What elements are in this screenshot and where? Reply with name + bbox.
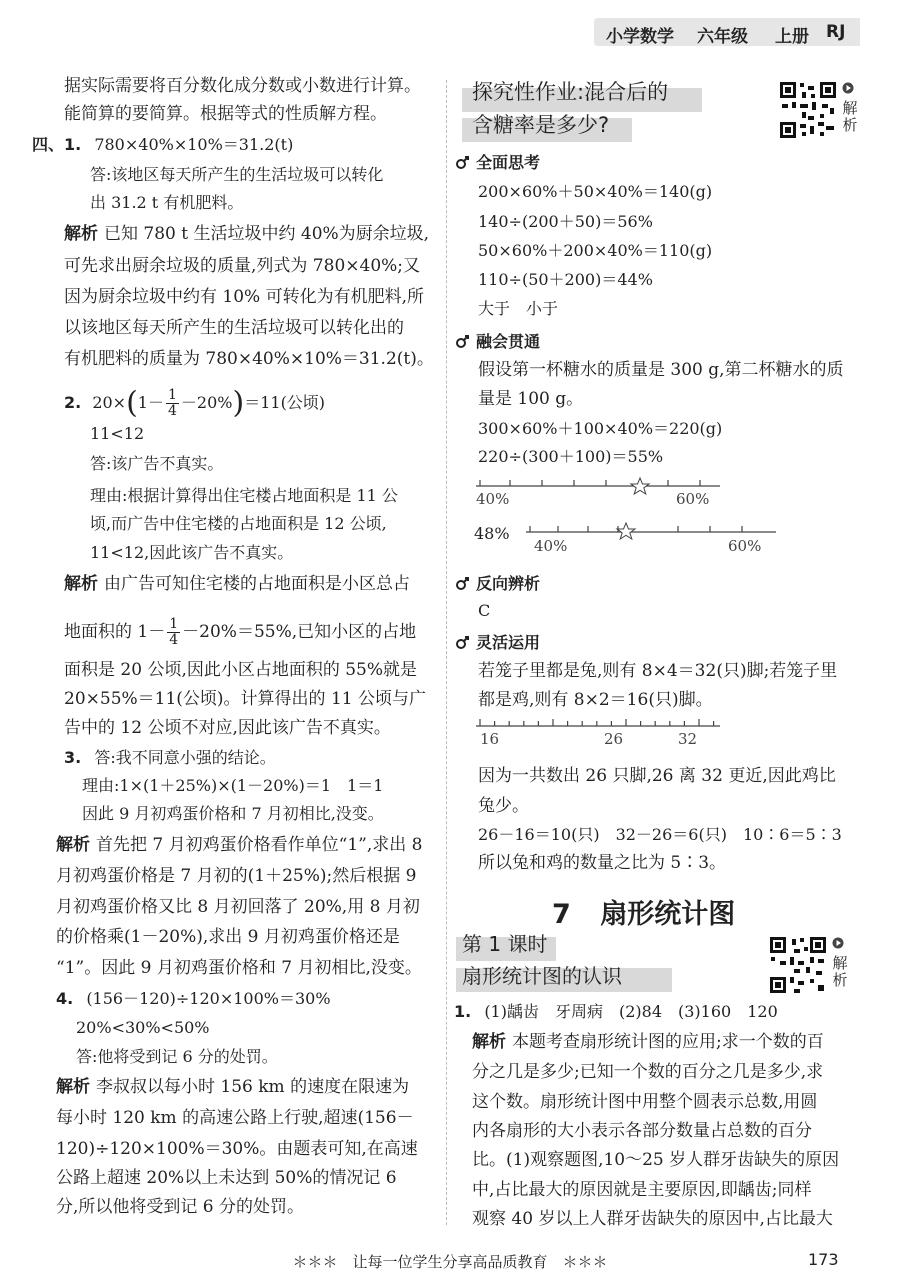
fraction [166, 388, 179, 419]
section-bullet-icon [456, 635, 470, 649]
chapter-title: 扇形统计图 [600, 899, 736, 930]
section-title [456, 630, 540, 653]
q2-line: 11<12,因此该广告不真实。 [90, 543, 294, 562]
analysis-line: 的价格乘(1－20%),求出 9 月初鸡蛋价格还是 [56, 927, 400, 947]
analysis-line: 月初鸡蛋价格是 7 月初的(1＋25%);然后根据 9 [56, 866, 417, 886]
line-label-a: 16 [480, 730, 500, 748]
calc-line: 300×60%＋100×40%＝220(g) [478, 419, 723, 438]
analysis-line: 本题考查扇形统计图的应用;求一个数的百 [512, 1032, 824, 1052]
line-label-right: 60% [728, 537, 762, 554]
section-title-text: 融会贯通 [476, 332, 541, 351]
section-bullet-icon [456, 334, 470, 348]
page-number: 173 [808, 1250, 839, 1269]
calc-line: 量是 100 g。 [478, 389, 584, 409]
header-volume: 上册 [775, 27, 809, 47]
section-title-text: 全面思考 [476, 153, 541, 172]
analysis-label: 解析 [56, 1077, 90, 1097]
q2-eq-mid-b: －20% [180, 393, 233, 412]
analysis-label: 解析 [472, 1032, 506, 1052]
analysis-line: 内各扇形的大小表示各部分数量占总数的百分 [472, 1121, 812, 1141]
analysis-line: 告中的 12 公顷不对应,因此该广告不真实。 [64, 718, 391, 738]
explore-title-line: 含糖率是多少? [472, 113, 610, 137]
number-line-1 [470, 474, 730, 508]
analysis-label: 解析 [64, 574, 98, 594]
calc-line: 大于 小于 [478, 299, 559, 318]
qr-label: 解析 [842, 99, 858, 134]
analysis-line: 120)÷120×100%＝30%。由题表可知,在高速 [56, 1139, 418, 1159]
p1-answer: (1)龋齿 牙周病 (2)84 (3)160 120 [484, 1002, 778, 1021]
answer-line: 答:该地区每天所产生的生活垃圾可以转化 [90, 165, 384, 184]
line-label-left: 40% [476, 490, 510, 508]
fraction [167, 617, 180, 648]
fraction-denominator: 4 [167, 403, 177, 419]
analysis-line: 由广告可知住宅楼的占地面积是小区总占 [104, 574, 410, 594]
analysis-label: 解析 [64, 224, 98, 244]
calc-line: 因为一共数出 26 只脚,26 离 32 更近,因此鸡比 [478, 766, 836, 786]
text-line: 据实际需要将百分数化成分数或小数进行计算。 [64, 76, 421, 96]
section-title-text: 反向辨析 [476, 574, 541, 593]
calc-line: 26－16＝10(只) 32－26＝6(只) 10∶6＝5∶3 [478, 825, 842, 844]
calc-line: 200×60%＋50×40%＝140(g) [478, 182, 713, 201]
footer-slogan: ＊＊＊ 让每一位学生分享高品质教育 ＊＊＊ [292, 1253, 608, 1271]
q4-label: 四、1. [32, 135, 82, 154]
analysis-line: 以该地区每天所产生的生活垃圾可以转化出的 [64, 318, 404, 338]
q2-label: 2. [64, 393, 82, 412]
chapter-number: 7 [552, 899, 571, 930]
section-bullet-icon [456, 155, 470, 169]
q4b-label: 4. [56, 989, 74, 1008]
play-icon [842, 82, 854, 94]
lesson-title: 扇形统计图的认识 [462, 964, 622, 988]
fraction-numerator: 1 [169, 616, 179, 632]
analysis-line: 分之几是多少;已知一个数的百分之几是多少,求 [472, 1062, 824, 1082]
analysis-line: 观察 40 岁以上人群牙齿缺失的原因中,占比最大 [472, 1209, 833, 1229]
calc-line: 兔少。 [478, 796, 529, 816]
play-icon [832, 937, 844, 949]
section-title [456, 329, 540, 352]
calc-line: 都是鸡,则有 8×2＝16(只)脚。 [478, 690, 713, 710]
q2-eq-post: ＝11(公顷) [244, 393, 326, 412]
right-paren: ) [232, 385, 245, 421]
explore-title-line: 探究性作业:混合后的 [472, 80, 669, 104]
analysis-line: 分,所以他将受到记 6 分的处罚。 [56, 1197, 305, 1217]
q2-line: 答:该广告不真实。 [90, 454, 224, 473]
q2-line: 理由:根据计算得出住宅楼占地面积是 11 公 [90, 486, 398, 505]
analysis-line: 20×55%＝11(公顷)。计算得出的 11 公顷与广 [64, 689, 426, 709]
header-edition: RJ [826, 22, 846, 42]
line-label-right: 60% [676, 490, 710, 508]
q2-line: 顷,而广告中住宅楼的占地面积是 12 公顷, [90, 514, 387, 533]
calc-line: 假设第一杯糖水的质量是 300 g,第二杯糖水的质 [478, 360, 844, 380]
calc-line: 110÷(50＋200)＝44% [478, 270, 653, 289]
analysis-line: 月初鸡蛋价格又比 8 月初回落了 20%,用 8 月初 [56, 897, 420, 917]
analysis-line: 首先把 7 月初鸡蛋价格看作单位“1”,求出 8 [96, 835, 423, 855]
analysis-line: 已知 780 t 生活垃圾中约 40%为厨余垃圾, [104, 224, 430, 244]
calc-line: 50×60%＋200×40%＝110(g) [478, 241, 713, 260]
q3-line: 因此 9 月初鸡蛋价格和 7 月初相比,没变。 [82, 804, 384, 823]
fraction-numerator: 1 [167, 387, 177, 403]
q4-1-equation: 780×40%×10%＝31.2(t) [94, 135, 294, 154]
analysis-part: －20%＝55%,已知小区的占地 [182, 622, 417, 642]
p1-label: 1. [454, 1002, 472, 1021]
line-label-left: 40% [534, 537, 568, 554]
lesson-number: 第 1 课时 [462, 932, 548, 956]
analysis-line: 比。(1)观察题图,10～25 岁人群牙齿缺失的原因 [472, 1150, 840, 1170]
qr-code-icon[interactable] [778, 80, 838, 140]
analysis-line: 可先求出厨余垃圾的质量,列式为 780×40%;又 [64, 256, 421, 276]
section-title [456, 150, 540, 173]
section-title-text: 灵活运用 [476, 633, 541, 652]
analysis-line: 面积是 20 公顷,因此小区占地面积的 55%就是 [64, 660, 418, 680]
analysis-line [64, 617, 416, 648]
calc-line: 140÷(200＋50)＝56% [478, 212, 653, 231]
answer-line: 出 31.2 t 有机肥料。 [90, 193, 244, 212]
answer-choice: C [478, 601, 491, 620]
line-label-b: 26 [604, 730, 624, 748]
analysis-line: 每小时 120 km 的高速公路上行驶,超速(156－ [56, 1108, 414, 1128]
analysis-line: 这个数。扇形统计图中用整个圆表示总数,用圆 [472, 1092, 818, 1112]
qr-label: 解析 [832, 954, 848, 989]
column-divider [446, 80, 447, 1225]
qr-code-icon[interactable] [768, 935, 828, 995]
analysis-line: 李叔叔以每小时 156 km 的速度在限速为 [96, 1077, 410, 1097]
number-line-2 [520, 518, 780, 554]
header-subject: 小学数学 [606, 27, 674, 47]
analysis-label: 解析 [56, 835, 90, 855]
q2-eq-mid-a: 1－ [137, 393, 164, 412]
fraction-denominator: 4 [169, 632, 179, 648]
q2-eq-pre: 20× [92, 393, 127, 412]
left-paren: ( [126, 385, 138, 421]
calc-line: 220÷(300＋100)＝55% [478, 447, 664, 466]
line-prefix: 48% [474, 524, 510, 543]
header-grade: 六年级 [697, 27, 748, 47]
analysis-line: 因为厨余垃圾中约有 10% 可转化为有机肥料,所 [64, 287, 424, 307]
q3-line: 答:我不同意小强的结论。 [94, 748, 276, 767]
calc-line: 所以兔和鸡的数量之比为 5∶3。 [478, 853, 727, 873]
q4b-line: (156－120)÷120×100%＝30% [86, 989, 331, 1008]
line-label-c: 32 [678, 730, 698, 748]
analysis-part: 地面积的 1－ [64, 622, 166, 642]
section-title [456, 571, 540, 594]
q4b-line: 答:他将受到记 6 分的处罚。 [76, 1047, 278, 1066]
q4b-line: 20%<30%<50% [76, 1018, 210, 1037]
calc-line: 若笼子里都是兔,则有 8×4＝32(只)脚;若笼子里 [478, 661, 838, 681]
q2-equation [64, 385, 326, 421]
analysis-line: 中,占比最大的原因就是主要原因,即龋齿;同样 [472, 1180, 812, 1200]
text-line: 能简算的要简算。根据等式的性质解方程。 [64, 104, 387, 124]
q3-label: 3. [64, 748, 82, 767]
analysis-line: 公路上超速 20%以上未达到 50%的情况记 6 [56, 1168, 397, 1188]
section-bullet-icon [456, 576, 470, 590]
q2-line: 11<12 [90, 424, 145, 443]
q3-line: 理由:1×(1＋25%)×(1－20%)＝1 1＝1 [82, 776, 384, 795]
analysis-line: 有机肥料的质量为 780×40%×10%＝31.2(t)。 [64, 349, 434, 369]
analysis-line: “1”。因此 9 月初鸡蛋价格和 7 月初相比,没变。 [56, 958, 422, 978]
number-line-3 [470, 714, 730, 750]
